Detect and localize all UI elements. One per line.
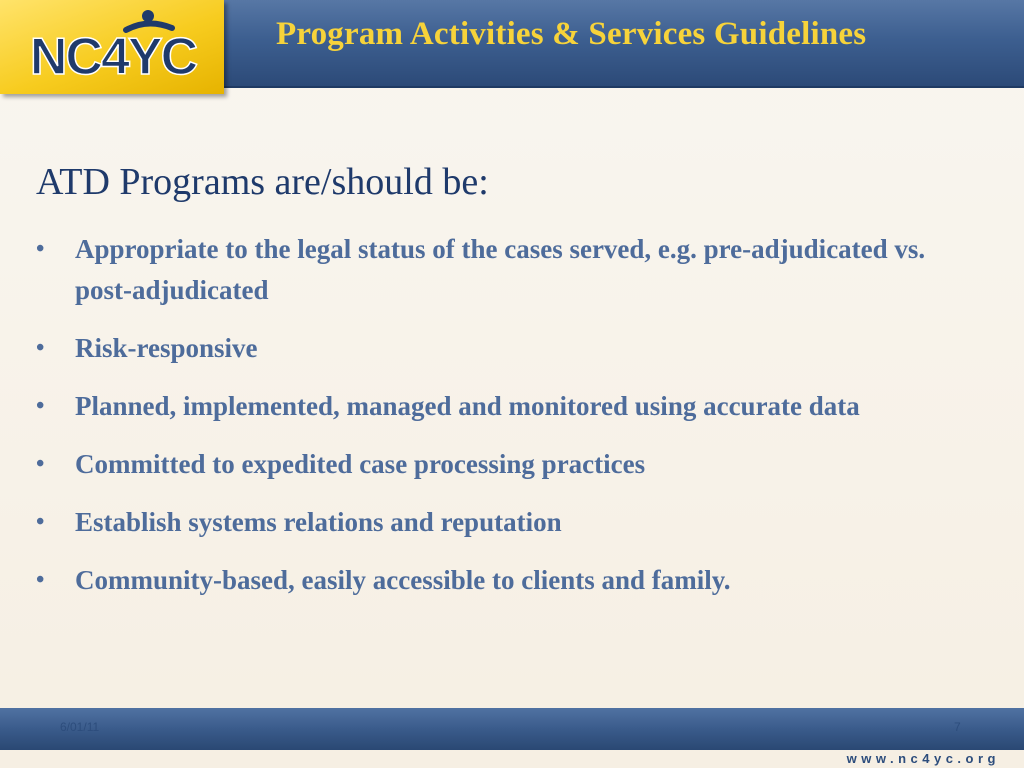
logo-text: NC4YC bbox=[29, 28, 197, 82]
bullet-text: Community-based, easily accessible to clients and family. bbox=[75, 565, 731, 595]
bullet-item bbox=[36, 560, 956, 601]
bullet-dot-icon: • bbox=[36, 335, 45, 361]
bullet-text: Planned, implemented, managed and monitored using accurate data bbox=[75, 391, 860, 421]
bullet-text: Risk-responsive bbox=[75, 333, 258, 363]
bullet-dot-icon: • bbox=[36, 451, 45, 477]
bullet-item bbox=[36, 328, 956, 369]
footer-url: www.nc4yc.org bbox=[846, 751, 1000, 766]
bullet-dot-icon: • bbox=[36, 393, 45, 419]
bullet-dot-icon: • bbox=[36, 509, 45, 535]
bullet-text: Establish systems relations and reputation bbox=[75, 507, 562, 537]
slide-title: Program Activities & Services Guidelines bbox=[276, 16, 867, 52]
bullet-item bbox=[36, 229, 956, 311]
logo bbox=[0, 0, 224, 94]
content-heading: ATD Programs are/should be: bbox=[36, 161, 489, 203]
bullet-item bbox=[36, 502, 956, 543]
footer-date: 6/01/11 bbox=[60, 720, 100, 734]
page-number: 7 bbox=[954, 720, 961, 734]
bullet-item bbox=[36, 386, 956, 427]
bullet-text: Appropriate to the legal status of the cases served, e.g. pre-adjudicated vs. post-adjudicated bbox=[75, 234, 926, 305]
logo-figure-icon bbox=[22, 8, 204, 82]
bullet-item bbox=[36, 444, 956, 485]
bullet-dot-icon: • bbox=[36, 567, 45, 593]
bullet-dot-icon: • bbox=[36, 236, 45, 262]
bullet-text: Committed to expedited case processing practices bbox=[75, 449, 646, 479]
bullet-list bbox=[36, 229, 956, 618]
footer-band bbox=[0, 708, 1024, 750]
